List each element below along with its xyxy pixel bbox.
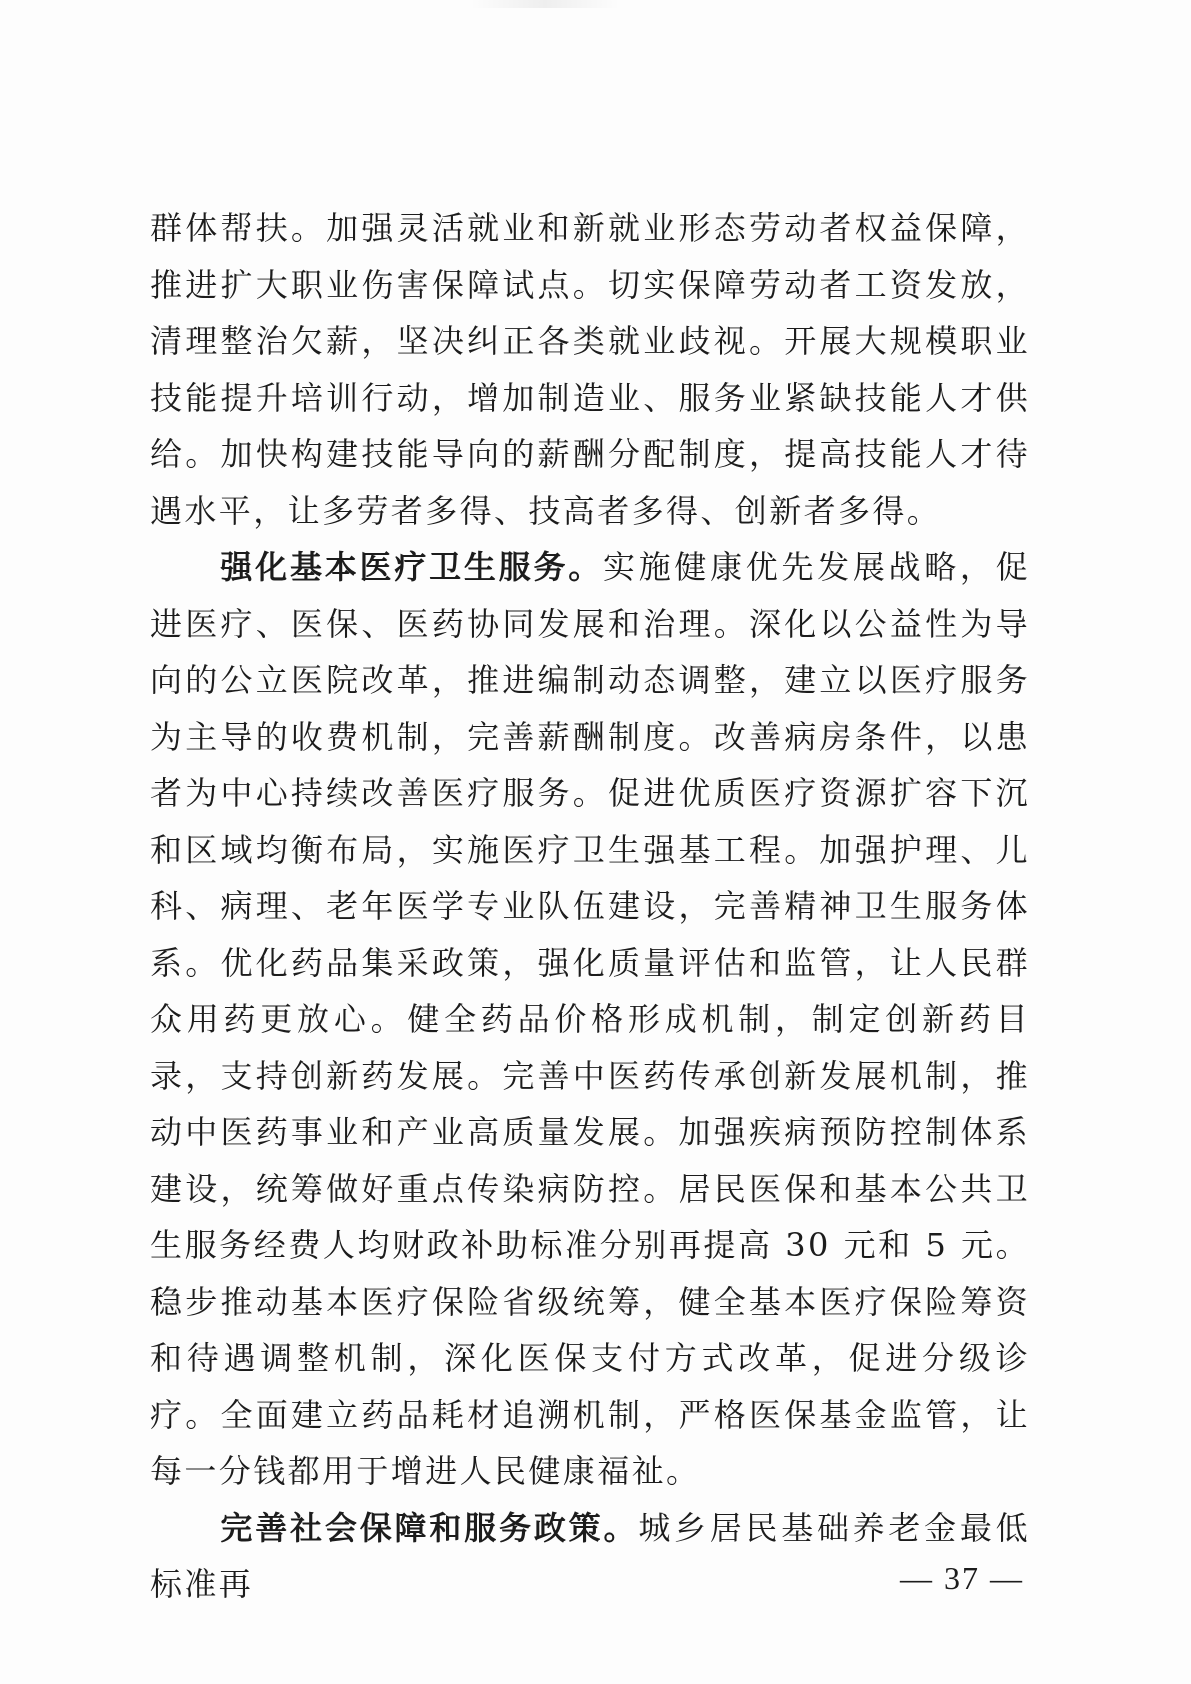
document-body [150,200,1030,1613]
paragraph-text: 实施健康优先发展战略，促进医疗、医保、医药协同发展和治理。深化以公益性为导向的公立医院改革，推进编制动态调整，建立以医疗服务为主导的收费机制，完善薪酬制度。改善病房条件，以患者为中心持续改善医疗服务。促进优质医疗资源扩容下沉和区域均衡布局，实施医疗卫生强基工程。加强护理、儿科、病理、老年医学专业队伍建设，完善精神卫生服务体系。优化药品集采政策，强化质量评估和监管，让人民群众用药更放心。健全药品价格形成机制，制定创新药目录，支持创新药发展。完善中医药传承创新发展机制，推动中医药事业和产业高质量发展。加强疾病预防控制体系建设，统筹做好重点传染病防控。居民医保和基本公共卫生服务经费人均财政补助标准分别再提高 30 元和 5 元。稳步推动基本医疗保险省级统筹，健全基本医疗保险筹资和待遇调整机制，深化医保支付方式改革，促进分级诊疗。全面建立药品耗材追溯机制，严格医保基金监管，让每一分钱都用于增进人民健康福祉。 [150,548,1030,1490]
paragraph-heading: 强化基本医疗卫生服务。 [220,548,604,586]
paragraph-employment [150,200,1030,539]
scan-artifact [470,0,620,8]
paragraph-text: 群体帮扶。加强灵活就业和新就业形态劳动者权益保障，推进扩大职业伤害保障试点。切实保障劳动者工资发放，清理整治欠薪，坚决纠正各类就业歧视。开展大规模职业技能提升培训行动，增加制造业、服务业紧缺技能人才供给。加快构建技能导向的薪酬分配制度，提高技能人才待遇水平，让多劳者多得、技高者多得、创新者多得。 [150,209,1030,530]
page-number: — 37 — [900,1560,1024,1596]
paragraph-social-security [150,1500,1030,1613]
paragraph-medical-services [150,539,1030,1500]
paragraph-text: 城乡居民基础养老金最低标准再 [150,1508,1030,1603]
paragraph-heading: 完善社会保障和服务政策。 [220,1508,639,1547]
